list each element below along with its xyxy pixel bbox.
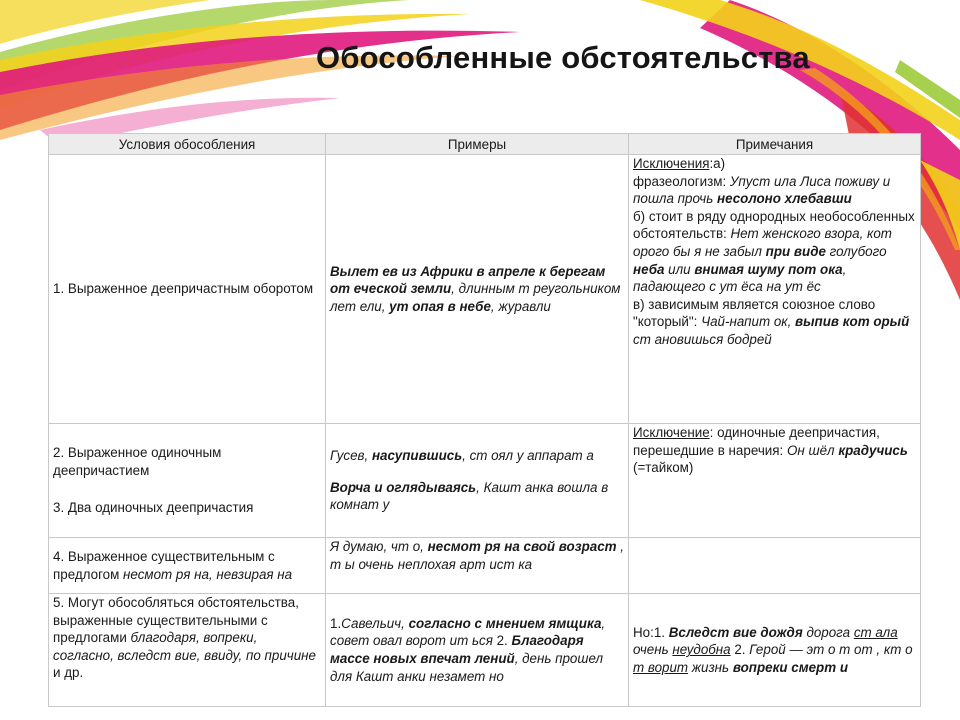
note-label: Исключение — [633, 425, 710, 440]
example-text: , длинным т реугольником лет ели, — [330, 281, 621, 314]
note-cell — [629, 594, 921, 707]
note-a-bold: несолоно хлебавши — [717, 191, 852, 207]
page-title: Обособленные обстоятельства — [316, 40, 810, 75]
example-italic-1: Савельич, — [341, 615, 409, 631]
example-a — [330, 447, 624, 465]
table-row — [49, 594, 921, 707]
note-b-italic-3: или — [664, 261, 695, 277]
note-lead: Но:1. — [633, 624, 669, 640]
example-bold-1: согласно с мнением ямщика — [408, 615, 602, 631]
table-header-row — [49, 134, 921, 155]
example-a-bold: насупившись — [371, 448, 463, 464]
note-bold-2: вопреки смерт и — [732, 659, 849, 675]
note-bold: Вследст вие дождя — [668, 624, 803, 640]
note-bold: крадучись — [838, 442, 908, 458]
note-b-text: б) стоит в ряду однородных необособленных обстоятельств: — [633, 208, 915, 242]
note-b-italic-4: , падающего с ут ёса на ут ёс — [633, 261, 847, 295]
example-p1: 1. — [330, 615, 342, 631]
note-c-text: в) зависимым является союзное слово "который": — [633, 296, 876, 330]
condition-cell — [49, 155, 326, 424]
note-p2: 2. — [730, 642, 750, 658]
example-text-2: , журавли — [490, 298, 551, 314]
condition-cell — [49, 538, 326, 594]
rules-table — [48, 133, 921, 707]
condition-italic: несмот ря на, невзирая на — [123, 566, 293, 582]
note-a-italic: Упуст ила Лиса поживу и пошла прочь — [633, 173, 891, 207]
example-bold-2: Благодаря массе новых впечат лений — [330, 633, 584, 666]
note-c-italic: Чай-напит ок, — [701, 314, 796, 330]
example-italic-2: , совет овал ворот ит ься — [330, 615, 606, 649]
note-text-2: (=тайком) — [633, 460, 694, 476]
example-italic-2: , т ы очень неплохая арт ист ка — [330, 539, 625, 572]
example-bold-2: ут опая в небе — [389, 298, 491, 314]
condition-text-b: 3. Два одиночных деепричастия — [53, 500, 254, 516]
note-label: Исключения — [633, 156, 710, 171]
example-cell — [326, 538, 629, 594]
table-row — [49, 424, 921, 538]
table-row — [49, 538, 921, 594]
note-c-italic-2: ст ановишься бодрей — [633, 331, 772, 347]
example-cell — [326, 424, 629, 538]
note-b-italic-1: Нет женского взора, кот орого бы я не забыл — [633, 226, 892, 259]
example-a-italic-1: Гусев, — [330, 448, 372, 464]
note-italic: Он шёл — [786, 442, 839, 458]
example-italic-3: , день прошел для Кашт анки незамет но — [330, 651, 604, 684]
example-b-italic: , Кашт анка вошла в комнат у — [330, 479, 609, 513]
note-underline-3: т ворит — [633, 659, 689, 675]
header-examples: Примеры — [326, 134, 629, 155]
note-cell — [629, 538, 921, 594]
note-c-bold: выпив кот орый — [795, 314, 910, 330]
note-b-bold-3: внимая шуму пот ока — [694, 261, 843, 277]
note-cell — [629, 424, 921, 538]
note-text: : одиночные деепричастия, перешедшие в наречия: — [633, 425, 880, 458]
note-italic-2: очень — [633, 642, 673, 658]
header-conditions: Условия обособления — [49, 134, 326, 155]
note-b-bold-2: неба — [633, 261, 665, 277]
example-bold: несмот ря на свой возраст — [427, 539, 617, 554]
header-notes: Примечания — [629, 134, 921, 155]
note-italic-1: дорога — [802, 624, 854, 640]
example-b-bold: Ворча и оглядываясь — [330, 479, 477, 495]
example-p2: 2. — [492, 633, 512, 649]
condition-text-2: и др. — [53, 665, 84, 681]
note-underline-1: ст ала — [853, 624, 898, 640]
condition-cell — [49, 424, 326, 538]
condition-cell — [49, 594, 326, 707]
condition-text: 1. Выраженное деепричастным оборотом — [53, 281, 314, 297]
example-cell — [326, 155, 629, 424]
table-row — [49, 155, 921, 424]
example-cell — [326, 594, 629, 707]
example-b — [330, 479, 624, 514]
note-a-text: фразеологизм: — [633, 173, 730, 189]
example-a-italic-2: , ст оял у аппарат а — [462, 448, 594, 464]
note-italic-3: Герой — эт о т от , кт о — [749, 642, 913, 658]
example-bold: Вылет ев из Африки в апреле к берегам от еческой земли — [330, 263, 606, 297]
note-underline-2: неудобна — [672, 642, 731, 658]
condition-text-a: 2. Выраженное одиночным деепричастием — [53, 445, 222, 478]
condition-text: 4. Выраженное существительным с предлогом — [53, 548, 275, 582]
condition-text: 5. Могут обособляться обстоятельства, выраженные существительными с предлогами — [53, 595, 299, 646]
note-cell — [629, 155, 921, 424]
example-italic-1: Я думаю, чт о, — [330, 539, 428, 554]
note-suffix: :а) — [709, 156, 726, 171]
note-italic-4: жизнь — [688, 659, 733, 675]
condition-italic: благодаря, вопреки, согласно, вследст вие, ввиду, по причине — [53, 630, 316, 663]
note-b-italic-2: голубого — [825, 243, 887, 259]
note-b-bold-1: при виде — [765, 243, 826, 259]
